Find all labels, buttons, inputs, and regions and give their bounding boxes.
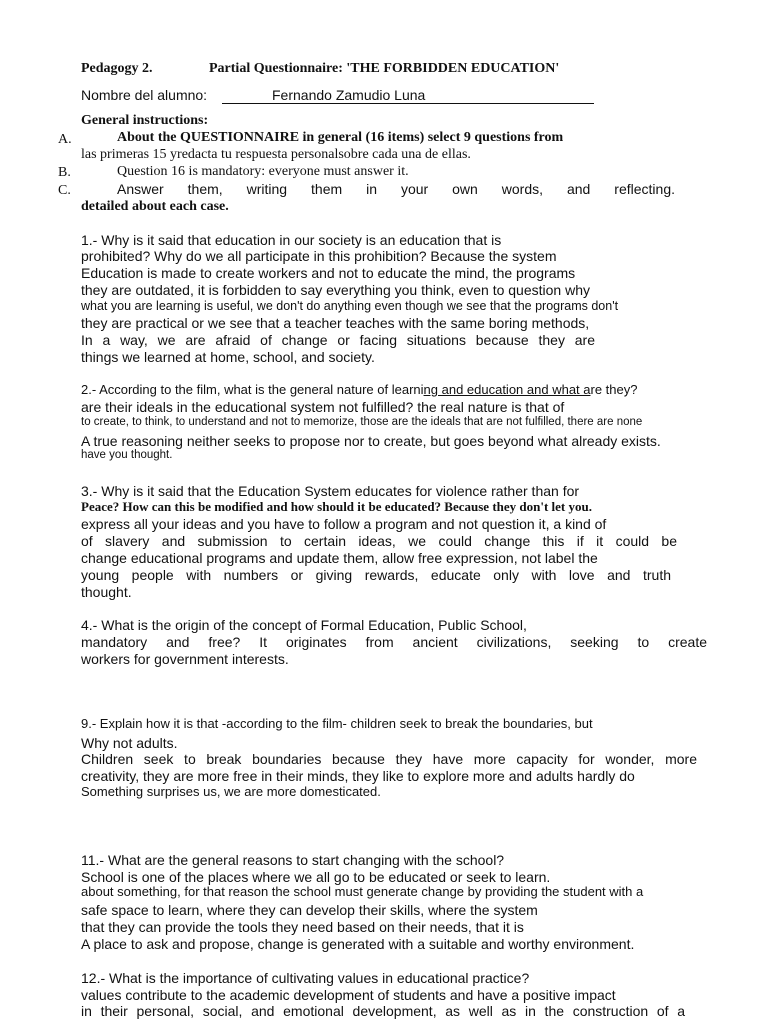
q2-line1-part2: ng and education and what a — [423, 382, 591, 397]
q1-line1: 1.- Why is it said that education in our society is an education that is — [81, 232, 502, 248]
q4-line3: workers for government interests. — [81, 651, 289, 667]
q1-line4: they are outdated, it is forbidden to say everything you think, even to question why — [81, 282, 590, 298]
q1-line8: things we learned at home, school, and society. — [81, 349, 375, 365]
q9-line4: creativity, they are more free in their minds, they like to explore more and adults hardly do — [81, 768, 635, 784]
q3-line3: express all your ideas and you have to follow a program and not question it, a kind of — [81, 516, 607, 532]
marker-a: A. — [58, 132, 72, 147]
q1-line2: prohibited? Why do we all participate in this prohibition? Because the system — [81, 248, 557, 264]
student-name-field — [222, 87, 594, 104]
q2-line2: are their ideals in the educational system not fulfilled? the real nature is that of — [81, 399, 565, 415]
q4-line1: 4.- What is the origin of the concept of Formal Education, Public School, — [81, 617, 527, 633]
q1-line5: what you are learning is useful, we don't do anything even though we see that the programs don't — [81, 299, 619, 313]
q3-line7: thought. — [81, 584, 132, 600]
q11-line2: School is one of the places where we all go to be educated or seek to learn. — [81, 869, 551, 885]
q1-line3: Education is made to create workers and not to educate the mind, the programs — [81, 265, 576, 281]
q3-line6: young people with numbers or giving rewards, educate only with love and truth — [81, 567, 671, 583]
student-name: Fernando Zamudio Luna — [272, 87, 426, 103]
header-title: Partial Questionnaire: 'THE FORBIDDEN EDUCATION' — [209, 61, 560, 76]
instruction-a-line1: About the QUESTIONNAIRE in general (16 items) select 9 questions from — [117, 130, 564, 145]
q1-line7: In a way, we are afraid of change or facing situations because they are — [81, 332, 595, 348]
q11-line3: about something, for that reason the school must generate change by providing the student with a — [81, 884, 644, 899]
q9-line3: Children seek to break boundaries because they have more capacity for wonder, more — [81, 751, 697, 767]
instruction-c-line1: Answer them, writing them in your own words, and reflecting. — [117, 181, 675, 197]
q11-line1: 11.- What are the general reasons to start changing with the school? — [81, 852, 505, 868]
q11-line4: safe space to learn, where they can develop their skills, where the system — [81, 902, 538, 918]
q12-line3: in their personal, social, and emotional development, as well as in the construction of a — [81, 1003, 685, 1019]
q3-line5: change educational programs and update them, allow free expression, not label the — [81, 550, 598, 566]
marker-c: C. — [58, 183, 71, 198]
q3-line4: of slavery and submission to certain ideas, we could change this if it could be — [81, 533, 677, 549]
q2-line1-part3: re they? — [590, 382, 638, 397]
instruction-c-line2: detailed about each case. — [81, 199, 229, 214]
student-label: Nombre del alumno: — [81, 87, 208, 103]
q2-line3: to create, to think, to understand and not to memorize, those are the ideals that are not fulfilled, there are none — [81, 416, 643, 428]
instructions-heading: General instructions: — [81, 113, 209, 128]
q9-line2: Why not adults. — [81, 735, 178, 751]
q11-line6: A place to ask and propose, change is generated with a suitable and worthy environment. — [81, 936, 635, 952]
q1-line6: they are practical or we see that a teacher teaches with the same boring methods, — [81, 315, 590, 331]
q3-line1: 3.- Why is it said that the Education System educates for violence rather than for — [81, 483, 580, 499]
instruction-b-line: Question 16 is mandatory: everyone must answer it. — [117, 164, 409, 179]
q9-line1: 9.- Explain how it is that -according to the film- children seek to break the boundaries, but — [81, 716, 593, 731]
q2-line5: have you thought. — [81, 449, 173, 461]
q12-line1: 12.- What is the importance of cultivating values in educational practice? — [81, 970, 530, 986]
q2-line4: A true reasoning neither seeks to propose nor to create, but goes beyond what already exists. — [81, 433, 661, 449]
q2-line1-part1: 2.- According to the film, what is the general nature of learni — [81, 382, 424, 397]
q2-line1 — [81, 383, 707, 398]
q12-line2: values contribute to the academic development of students and have a positive impact — [81, 987, 616, 1003]
header-course: Pedagogy 2. — [81, 61, 153, 76]
q3-line2: Peace? How can this be modified and how should it be educated? Because they don't let you. — [81, 499, 592, 514]
q4-line2: mandatory and free? It originates from ancient civilizations, seeking to create — [81, 634, 707, 650]
instruction-a-line2: las primeras 15 yredacta tu respuesta personalsobre cada una de ellas. — [81, 147, 471, 162]
marker-b: B. — [58, 165, 71, 180]
q11-line5: that they can provide the tools they need based on their needs, that it is — [81, 919, 524, 935]
q9-line5: Something surprises us, we are more domesticated. — [81, 784, 381, 799]
